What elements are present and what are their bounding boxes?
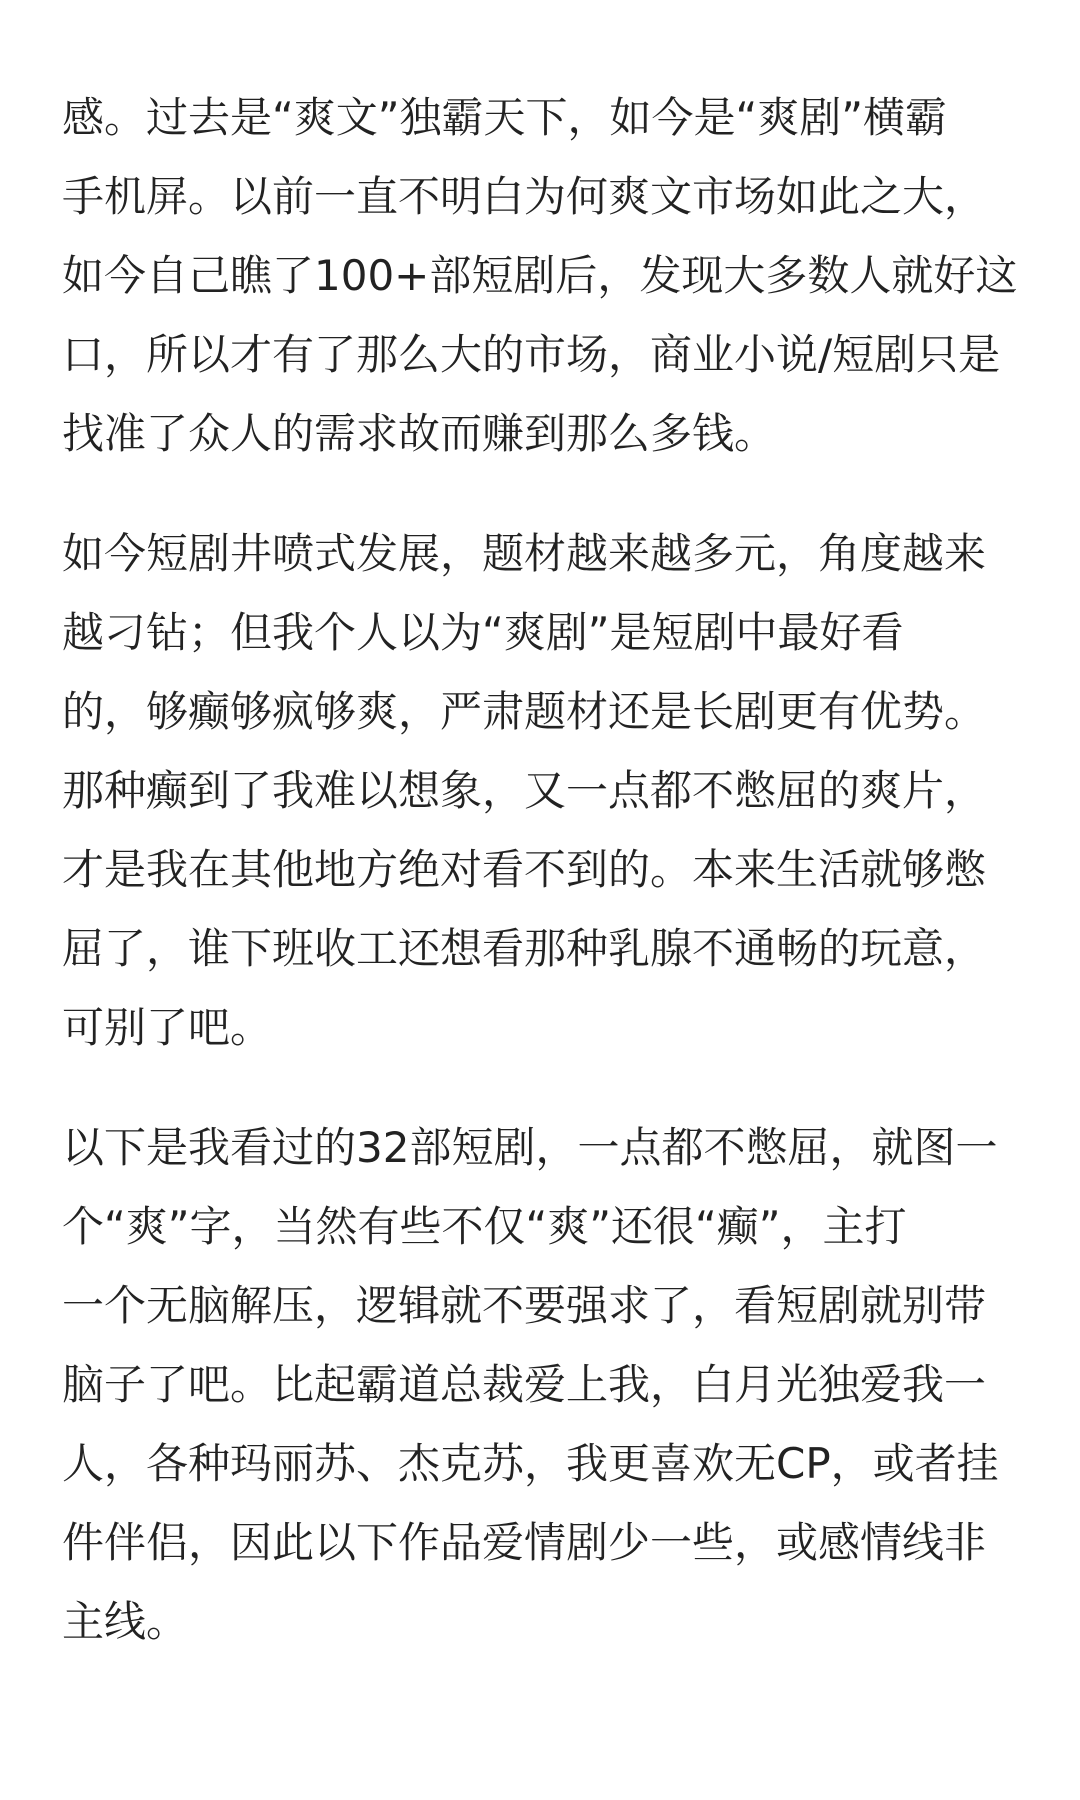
text-line: 脑子了吧。比起霸道总裁爱上我，白月光独爱我一: [62, 1360, 987, 1409]
text-line: 口，所以才有了那么大的市场，商业小说/短剧只是: [62, 330, 1001, 379]
text-line: 越刁钻；但我个人以为“爽剧”是短剧中最好看: [62, 608, 904, 657]
text-line: 感。过去是“爽文”独霸天下，如今是“爽剧”横霸: [62, 93, 948, 142]
paragraph-spacer: [62, 473, 1022, 514]
text-line: 一个无脑解压，逻辑就不要强求了，看短剧就别带: [62, 1281, 987, 1330]
paragraph-spacer: [62, 1067, 1022, 1108]
text-line: 个“爽”字，当然有些不仅“爽”还很“癫”，主打: [62, 1202, 907, 1251]
paragraph-1: [62, 78, 1022, 473]
paragraph-3: [62, 1108, 1022, 1661]
text-line: 以下是我看过的32部短剧，一点都不憋屈，就图一: [62, 1123, 998, 1172]
text-line: 才是我在其他地方绝对看不到的。本来生活就够憋: [62, 845, 987, 894]
text-line: 如今自己瞧了100+部短剧后，发现大多数人就好这: [62, 251, 1018, 300]
text-line: 人，各种玛丽苏、杰克苏，我更喜欢无CP，或者挂: [62, 1439, 999, 1488]
text-line: 如今短剧井喷式发展，题材越来越多元，角度越来: [62, 529, 987, 578]
text-line: 主线。: [62, 1597, 189, 1646]
paragraph-2: [62, 514, 1022, 1067]
text-line: 可别了吧。: [62, 1003, 273, 1052]
text-line: 件伴侣，因此以下作品爱情剧少一些，或感情线非: [62, 1518, 987, 1567]
text-line: 找准了众人的需求故而赚到那么多钱。: [62, 409, 777, 458]
text-line: 的，够癫够疯够爽，严肃题材还是长剧更有优势。: [62, 687, 987, 736]
text-line: 那种癫到了我难以想象，又一点都不憋屈的爽片，: [62, 766, 987, 815]
text-line: 屈了，谁下班收工还想看那种乳腺不通畅的玩意，: [62, 924, 987, 973]
text-line: 手机屏。以前一直不明白为何爽文市场如此之大，: [62, 172, 987, 221]
article-body: [62, 78, 1022, 1661]
